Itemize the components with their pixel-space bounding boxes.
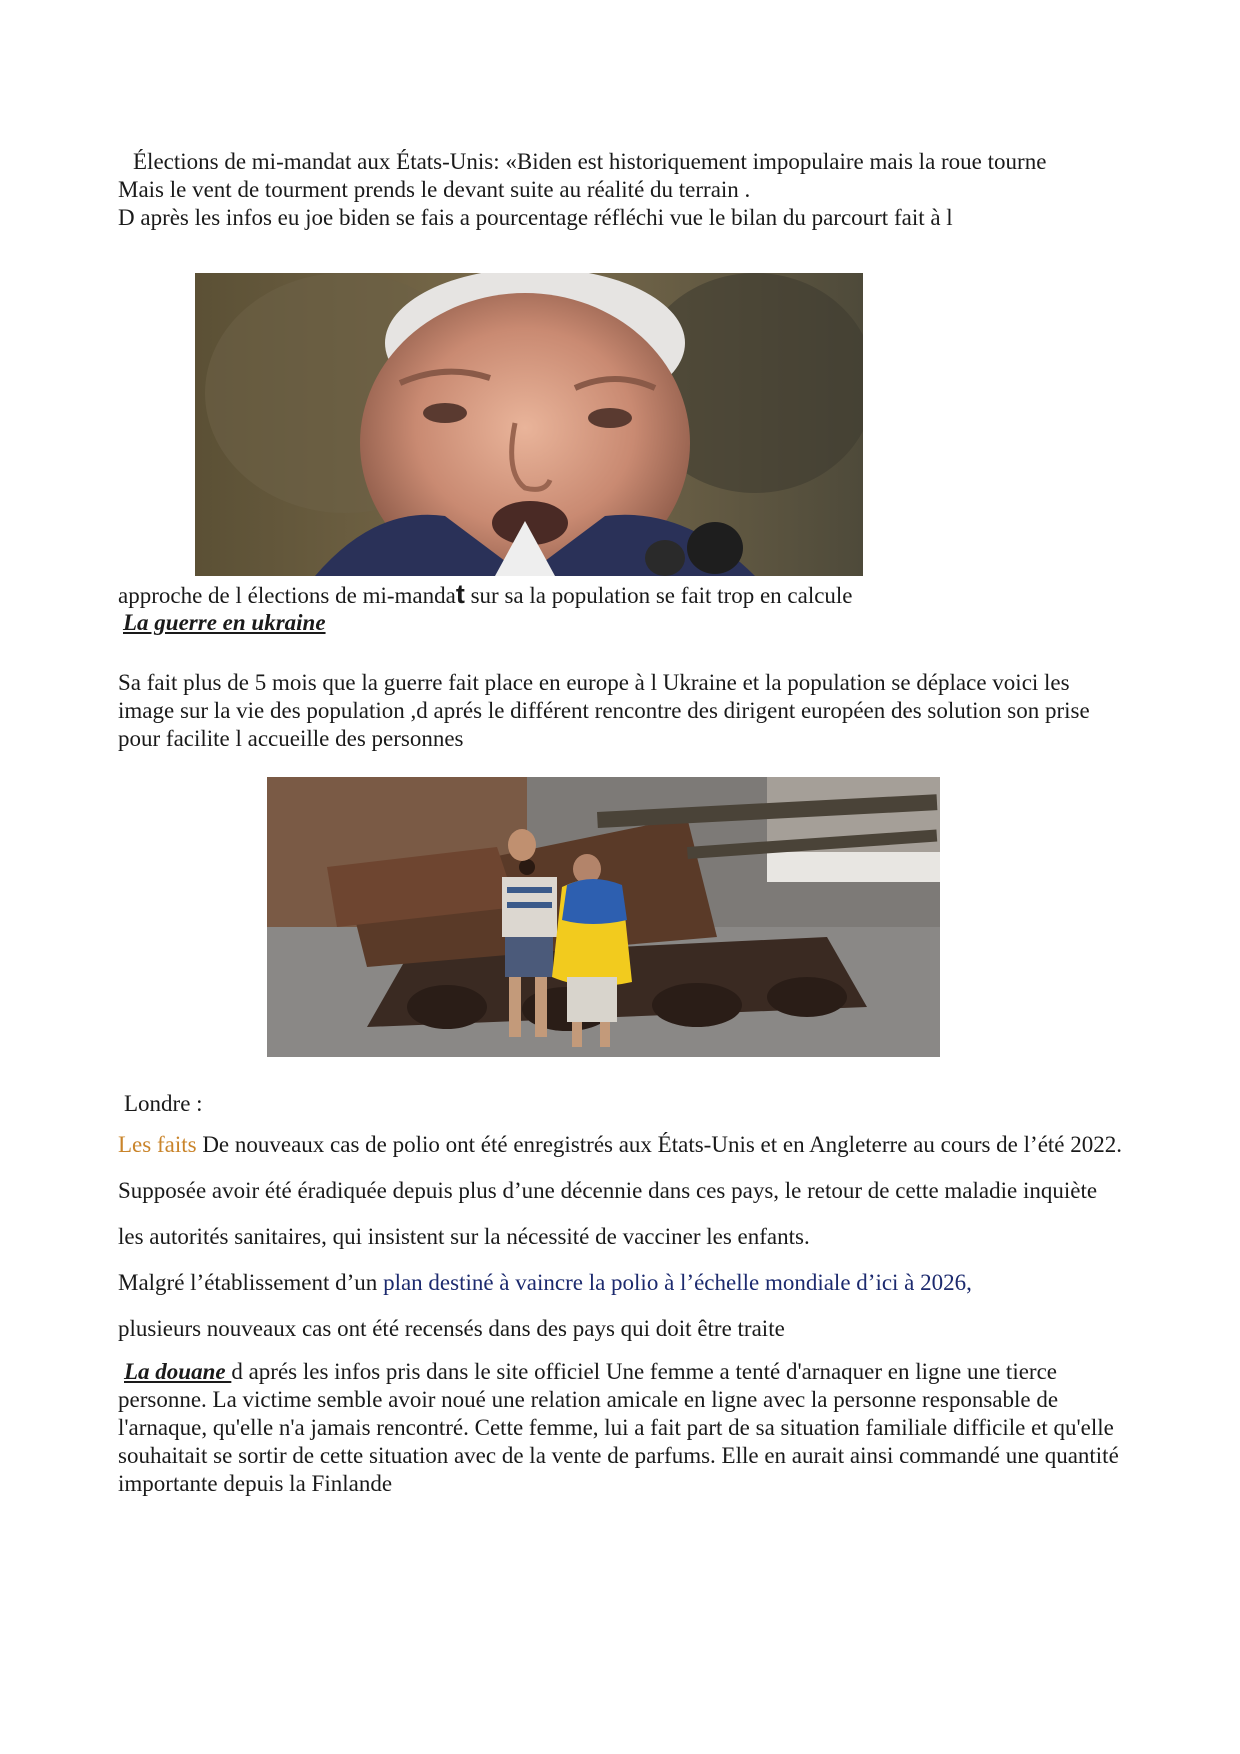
label-londre: Londre :: [124, 1091, 203, 1116]
paragraph-ukraine: Sa fait plus de 5 mois que la guerre fait place en europe à l Ukraine et la population se déplace voici les image sur la vie des population ,d aprés le différent rencontre des dirigent européen des solution son prise pour facilite l accueille des personnes: [118, 670, 1090, 751]
article-biden-intro: [118, 148, 1128, 232]
heading-guerre-ukraine: La guerre en ukraine: [123, 610, 326, 635]
paragraph-vent: Mais le vent de tourment prends le devant suite au réalité du terrain .: [118, 177, 751, 202]
heading-la-douane: La douane: [124, 1359, 232, 1384]
les-faits-label: Les faits: [118, 1132, 197, 1157]
paragraph-infos: D après les infos eu joe biden se fais a pourcentage réfléchi vue le bilan du parcourt fait à l: [118, 205, 953, 230]
biden-photo: [195, 273, 863, 576]
headline-elections: Élections de mi-mandat aux États-Unis: «Biden est historiquement impopulaire mais la roue tourne: [133, 149, 1047, 174]
article-douane: La douane d aprés les infos pris dans le site officiel Une femme a tenté d'arnaquer en ligne une tierce personne. La victime semble avoir noué une relation amicale en ligne avec la personne responsable de l'arnaque, qu'elle n'a jamais rencontré. Cette femme, lui a fait part de sa situation familiale difficile et qu'elle souhaitait se sortir de cette situation avec de la vente de parfums. Elle en aurait ainsi commandé une quantité importante depuis la Finlande: [118, 1359, 1119, 1496]
paragraph-approche: approche de l élections de mi-mandat sur sa la population se fait trop en calcule: [118, 579, 853, 609]
article-polio: Les faits De nouveaux cas de polio ont été enregistrés aux États-Unis et en Angleterre au cours de l’été 2022. Supposée avoir été éradiquée depuis plus d’une décennie dans ces pays, le retour de cette maladie inquiète les autorités sanitaires, qui insistent sur la nécessité de vacciner les enfants. Malgré l’établissement d’un plan destiné à vaincre la polio à l’échelle mondiale d’ici à 2026, plusieurs nouveaux cas ont été recensés dans des pays qui doit être traite: [118, 1132, 1122, 1341]
ukraine-tank-photo: [267, 777, 940, 1057]
plan-polio-link[interactable]: plan destiné à vaincre la polio à l’échelle mondiale d’ici à 2026,: [383, 1270, 972, 1295]
